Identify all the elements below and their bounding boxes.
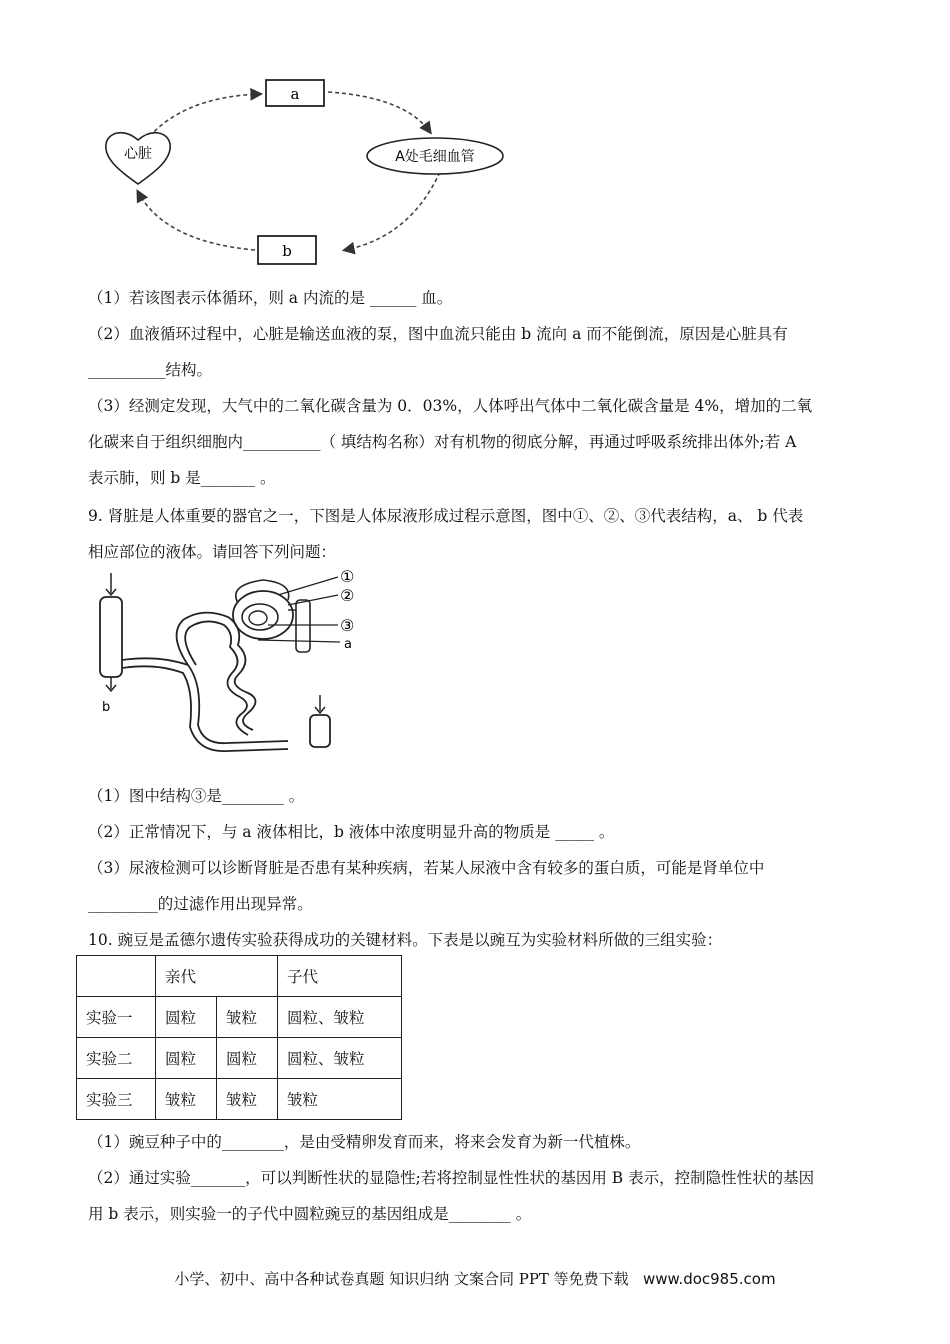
table-cell: 实验一 [77, 997, 156, 1038]
table-cell: 实验二 [77, 1038, 156, 1079]
table-cell: 圆粒 [217, 1038, 278, 1079]
footer-link[interactable]: www.doc985.com [643, 1270, 776, 1288]
table-header-cell: 子代 [278, 956, 402, 997]
q10-part2-line2: 用 b 表示，则实验一的子代中圆粒豌豆的基因组成是________ 。 [88, 1205, 532, 1223]
table-header-row [77, 956, 402, 997]
q8-part3-line3: 表示肺，则 b 是_______ 。 [88, 469, 276, 487]
box-a-label: a [290, 85, 300, 103]
experiment-table [76, 955, 402, 1120]
blood-vessel-right [296, 600, 310, 652]
table-row [77, 997, 402, 1038]
box-b-label: b [282, 242, 292, 260]
q9-part3-line2: _________的过滤作用出现异常。 [88, 895, 313, 913]
q9-stem-line1: 9. 肾脏是人体重要的器官之一，下图是人体尿液形成过程示意图，图中①、②、③代表结构，a、 b 代表 [88, 507, 804, 525]
table-cell: 皱粒 [156, 1079, 217, 1120]
label-a: a [344, 637, 352, 652]
table-header-cell [77, 956, 156, 997]
heart-label: 心脏 [124, 146, 152, 162]
q8-part3-line1: （3）经测定发现，大气中的二氧化碳含量为 0．03%，人体呼出气体中二氧化碳含量是 4%，增加的二氧 [88, 397, 813, 415]
nephron-diagram [88, 565, 378, 755]
table-cell: 圆粒、皱粒 [278, 997, 402, 1038]
collecting-tube-left [100, 597, 122, 677]
label-3: ③ [340, 616, 355, 635]
label-b: b [102, 700, 111, 715]
q10-stem: 10. 豌豆是孟德尔遗传实验获得成功的关键材料。下表是以豌互为实验材料所做的三组实验： [88, 931, 723, 949]
circulation-diagram [100, 72, 520, 272]
table-cell: 圆粒 [156, 997, 217, 1038]
q10-part2-line1: （2）通过实验_______，可以判断性状的显隐性;若将控制显性性状的基因用 B 表示，控制隐性性状的基因 [88, 1169, 815, 1187]
q8-part2-line1: （2）血液循环过程中，心脏是输送血液的泵，图中血流只能由 b 流向 a 而不能倒流，原因是心脏具有 [88, 325, 788, 343]
table-header-cell: 亲代 [156, 956, 278, 997]
q8-part3-line2: 化碳来自于组织细胞内__________（ 填结构名称）对有机物的彻底分解，再通过呼吸系统排出体外;若 A [88, 433, 797, 451]
table-cell: 皱粒 [278, 1079, 402, 1120]
table-cell: 圆粒、皱粒 [278, 1038, 402, 1079]
table-row [77, 1038, 402, 1079]
table-cell: 圆粒 [156, 1038, 217, 1079]
q9-part3-line1: （3）尿液检测可以诊断肾脏是否患有某种疾病，若某人尿液中含有较多的蛋白质，可能是肾单位中 [88, 859, 765, 877]
q9-stem-line2: 相应部位的液体。请回答下列问题： [88, 543, 337, 561]
q8-part1: （1）若该图表示体循环，则 a 内流的是 ______ 血。 [88, 289, 453, 307]
tube-right [310, 715, 330, 747]
footer-text: 小学、初中、高中各种试卷真题 知识归纳 文案合同 PPT 等免费下载 [174, 1270, 629, 1288]
q8-part2-line2: __________结构。 [88, 361, 213, 379]
table-cell: 皱粒 [217, 997, 278, 1038]
capillary-label: A处毛细血管 [395, 149, 475, 165]
q10-part1: （1）豌豆种子中的________，是由受精卵发育而来，将来会发育为新一代植株。 [88, 1133, 641, 1151]
label-1: ① [340, 567, 355, 586]
table-row [77, 1079, 402, 1120]
table-cell: 实验三 [77, 1079, 156, 1120]
q9-part2: （2）正常情况下，与 a 液体相比，b 液体中浓度明显升高的物质是 _____ 。 [88, 823, 615, 841]
q9-part1: （1）图中结构③是________ 。 [88, 787, 305, 805]
label-2: ② [340, 586, 355, 605]
table-cell: 皱粒 [217, 1079, 278, 1120]
page-footer [0, 1268, 950, 1289]
